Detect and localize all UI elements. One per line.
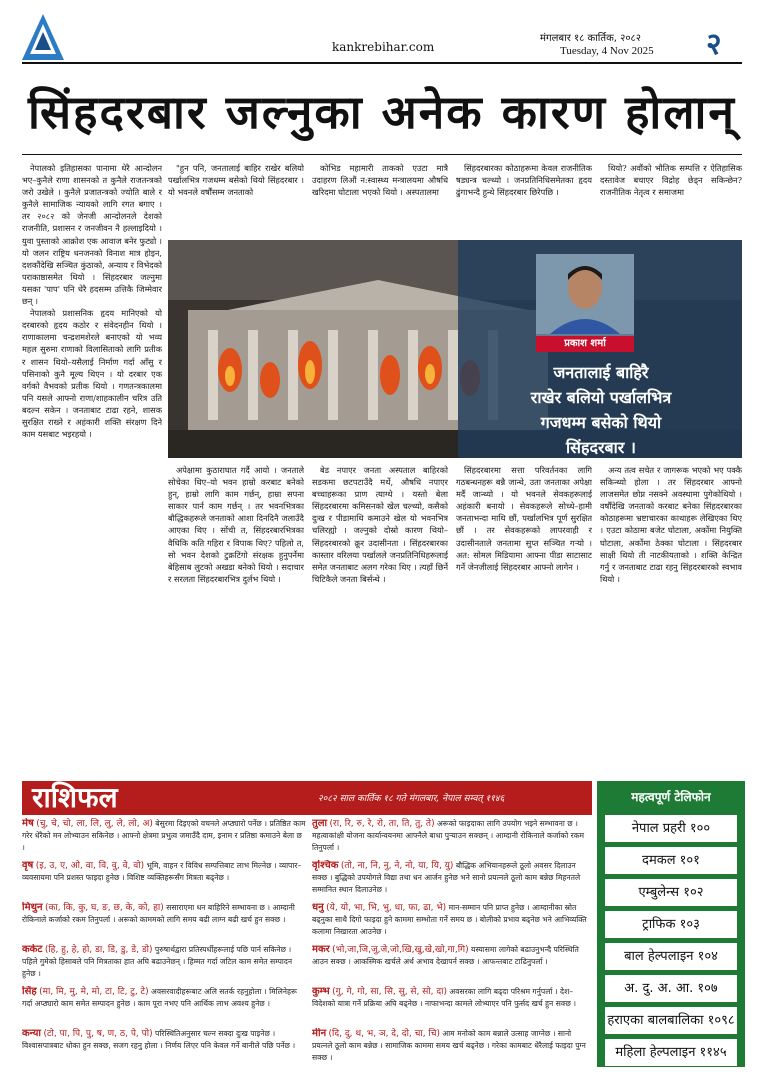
author-name: प्रकाश शर्मा: [536, 336, 634, 352]
sign-syllables: (चु, चे, चो, ला, लि, लु, ले, लो, अ): [36, 819, 153, 829]
article-paragraph: कोभिड महामारी ताकको एउटा मात्रै उदाहरण लिऔं न:स्वास्थ्य मन्त्रालयमा औषधि खरिदमा घोटाला भएको थियो । अस्पतालमा: [312, 163, 448, 198]
sign-syllables: (गु, गे, गो, सा, सि, सु, से, सो, दा): [332, 987, 447, 997]
telephone-item: दमकल १०१: [604, 846, 738, 875]
sign-text: पुरुषार्थद्वारा प्रतिस्पर्धीहरूलाई पछि पार्न सकिनेछ । पहिले गुमेको हिसाबले पनि मित्रताका हात अघि बढाउनेछन् । हिम्मत गर्दा जटिल काम समेत सम्पादन हुनेछ ।: [22, 945, 293, 978]
masthead: [0, 0, 763, 68]
article-column-5-top: [600, 162, 742, 238]
telephone-item: अ. दु. अ. आ. १०७: [604, 974, 738, 1003]
sign-name: वृष: [22, 860, 34, 871]
pull-quote-line: जनतालाई बाहिरै: [553, 363, 649, 382]
sign-vrishchik: [312, 860, 592, 900]
article-column-4-bottom: [456, 464, 592, 776]
pull-quote-line: सिंहदरबार ।: [566, 438, 636, 457]
sign-kumbha: [312, 986, 592, 1026]
kankrebihar-logo-icon: [22, 14, 64, 60]
sign-text: मान-सम्मान पनि प्राप्त हुनेछ । आम्दानीका स्रोत बढ्नुका साथै दिगो फाइदा हुने काममा सम्भोता गर्ने समय छ । बोलीको प्रभाव बढ्नेछ भने आभिव्यक्ति कलामा निखारता आउनेछ ।: [312, 903, 587, 936]
sign-syllables: (इ, उ, ए, ओ, वा, वि, वु, वे, वो): [35, 861, 145, 871]
sign-syllables: (भो,जा,जि,जु,जे,जो,खि,खु,खे,खो,गा,गि): [332, 945, 469, 955]
author-portrait-icon: [536, 254, 634, 334]
article-paragraph: "हुन पनि, जनतालाई बाहिर राखेर बलियो पर्खालभित्र गजधम्म बसेको थियो सिंहदरबार । यो भवनले वर्षौंसम्म जनताको: [168, 163, 304, 198]
telephone-item: ट्राफिक १०३: [604, 910, 738, 939]
article-paragraph: बेड नपाएर जनता अस्पताल बाहिरको सडकमा छटपटाउँदै मर्थे, औषधि नपाएर बच्चाहरूका प्राण त्याग्थे । यस्तो बेला सिंहदरबारमा कमिसनको खेल चल्थ्यो, कसैको दुःख र पीडामाथि कमाउने खेल यो भवनभित्र चलिरह्यो । जल्नुको दोस्रो कारण थियो–सिंहदरबारको क्रूर उदासीनता । सिंहदरबारका कास्तार वरिलया पर्खालले जनप्रतिनिधिहरूलाई समेत जनताबाट अलग गरेका थिए । त्यहाँ छिर्ने चिटिकैले जनता बिर्सन्थे ।: [312, 465, 448, 584]
article-column-2-top: [168, 162, 304, 238]
page-number: २: [706, 27, 722, 62]
sign-name: मकर: [312, 944, 330, 955]
sign-makar: [312, 944, 592, 984]
headline: सिंहदरबार जल्नुका अनेक कारण होलान्: [28, 85, 736, 139]
sign-karkat: [22, 944, 306, 984]
article-column-3-top: [312, 162, 448, 238]
sign-syllables: (टो, पा, पि, पु, ष, ण, ठ, पे, पो): [43, 1029, 153, 1039]
sign-text: बेसुरमा दिइएको वचनले अप्ठ्यारो पर्नेछ । प्रतिष्ठित काम गरेर धेरैको मन लोभ्याउन सकिनेछ । आफ्नो क्षेत्रमा प्रभुत्व जमाउँदै दाम, इनाम र प्रतिष्ठा कमाउने बेला छ ।: [22, 819, 306, 852]
telephone-item: नेपाल प्रहरी १००: [604, 814, 738, 843]
sign-text: अवसरका लागि बढ्दा परिश्रम गर्नुपर्ला । देश–विदेशको यात्रा गर्ने प्रक्रिया अघि बढ्नेछ । नाफाभन्दा कामले लोभ्याएर पनि फुर्सद खर्च हुन सक्छ ।: [312, 987, 577, 1009]
sign-singha: [22, 986, 306, 1026]
sign-meen: [312, 1028, 592, 1068]
sign-dhanu: [312, 902, 592, 942]
headline-rule: [22, 154, 742, 155]
sign-name: मिथुन: [22, 902, 43, 913]
sign-syllables: (का, कि, कु, घ, ङ, छ, के, को, हा): [44, 903, 164, 913]
sign-vrish: [22, 860, 306, 900]
sign-text: परिस्थितिअनुसार चल्न सक्दा दुःख पाइनेछ । विश्वासपात्रबाट धोका हुन सक्छ, सजग रहनु होला । निर्णय लिएर पनि केवल गर्ने बानीले पछि पर्नेछ ।: [22, 1029, 296, 1051]
sign-syllables: (दि, दु, थ, भ, ञ, दे, दो, चा, चि): [328, 1029, 440, 1039]
site-url: kankrebihar.com: [332, 40, 435, 54]
telephone-item: एम्बुलेन्स १०२: [604, 878, 738, 907]
sign-name: तुला: [312, 818, 328, 829]
rashifal-title: राशिफल: [32, 781, 118, 814]
pull-quote-line: राखेर बलियो पर्खालभित्र: [530, 388, 672, 407]
sign-text: भूमि, वाहन र विविध सम्पत्तिबाट लाभ मिल्नेछ । व्यापार–व्यवसायमा पनि प्रशस्त फाइदा हुनेछ । विशिष्ट व्यक्तिहरूसँग मित्रता बढ्नेछ ।: [22, 861, 302, 883]
sign-name: सिंह: [22, 986, 37, 997]
telephone-item: हराएका बालबालिका १०९८: [604, 1006, 738, 1035]
sign-name: कुम्भ: [312, 986, 330, 997]
sign-syllables: (हि, हु, हे, हो, डा, डि, डु, डे, डो): [44, 945, 153, 955]
telephone-item: महिला हेल्पलाइन ११४५: [604, 1038, 738, 1067]
date-nepali: मंगलबार १८ कार्तिक, २०८२: [540, 33, 641, 44]
sign-tula: [312, 818, 592, 858]
telephone-item: बाल हेल्पलाइन १०४: [604, 942, 738, 971]
article-column-2-bottom: [168, 464, 304, 776]
sign-mesh: [22, 818, 306, 858]
pull-quote: [470, 360, 732, 460]
sign-syllables: (ये, यो, भा, भि, भु, धा, फा, ढा, भे): [326, 903, 447, 913]
sign-name: कन्या: [22, 1028, 42, 1039]
pull-quote-line: गजधम्म बसेको थियो: [540, 413, 662, 432]
sign-name: कर्कट: [22, 944, 43, 955]
sign-syllables: (रा, रि, रु, रे, रो, ता, ति, तु, ते): [329, 819, 435, 829]
article-paragraph: थियो? अवौंको भौतिक सम्पत्ति र ऐतिहासिक दस्तावेज बचाएर विद्रोह छेड्न सकिन्छेन? राजनीतिक नेतृत्व र समाजमा: [600, 163, 742, 198]
author-photo: [536, 254, 634, 348]
telephone-title: महत्वपूर्ण टेलिफोन: [631, 790, 711, 804]
sign-syllables: (मा, मि, मु, मे, मो, टा, टि, टु, टे): [39, 987, 149, 997]
sign-text: अरूको फाइदाका लागि उपयोग भइने सम्भावना छ । महत्वाकांक्षी योजना कार्यान्वयनमा आफ्नैले बाधा पुर्‍याउन सक्छन् । आम्दानी रोकिनाले कर्जाको रकम तिनुपर्ला ।: [312, 819, 585, 852]
sign-text: बौद्धिक अभियानहरूले ठूलो अवसर दिलाउन सक्छ । बुद्धिको उपयोगले विद्या तथा धन आर्जन हुनेछ भने सानो प्रयत्नले ठूलो काम बन्नेछ मिहनतले सम्मानित स्थान दिलाउनेछ ।: [312, 861, 581, 894]
sign-text: यस्यासमा लागेको बढाउनुभन्दै परिस्थिति आउन सक्छ । आकस्मिक खर्चले अर्थ अभाव देखापर्न सक्छ । आफन्तबाट टाढिनुपर्ला ।: [312, 945, 579, 967]
sign-name: मेष: [22, 818, 34, 829]
article-paragraph: अन्य तत्व सचेत र जागरूक भएको भए पक्कै सकिन्थ्यो होला । तर सिंहदरबार आफ्नो लाजसमेत छोप्न नसक्ने अवस्थामा पुगेकोथियो । वर्षौंदेखि जनताको करबाट बनेका सिंहदरबारका कोठाहरूमा भ्रष्टाचारका काथाहरू लेखिएका थिए । एउटा कोठामा बजेट घोटाला, अर्कोमा नियुक्ति घोटाला, अर्कोमा ठेक्का घोटाला । सिंहदरबार साक्षी थियो ती नाटकीयताको । शक्ति केन्द्रित गर्नु र जनताबाट टाढा रहनु सिंहदरबारको स्वभाव थियो ।: [600, 465, 742, 584]
article-column-5-bottom: [600, 464, 742, 776]
article-paragraph: सिंहदरबारका कोठाहरूमा केवल राजनीतिक षड्यन्त्र चल्थ्यो । जनप्रतिनिधिसमेतका हृदय ढुंगाभन्दै हुन्थे सिंहदरबार छिरेपछि ।: [456, 163, 592, 198]
article-paragraph: सिंहदरबारमा सत्ता परिवर्तनका लागि गठबन्धनहरू बन्नै जान्थे, उता जनताका अपेक्षा मर्दै जान्थ्यो । यो भवनले सेवकहरूलाई अहंकारी बनायो । सेवकहरूले सोच्थे–हामी जनताभन्दा माथि छौं, पर्खालभित्र पूर्ण सुरक्षित छौं । तर सेवकहरूको लापरवाही र उदासीनताले जनतामा सुप्त सञ्चित गर्‍यो । अत: सोमल मिडियामा आफ्ना पीडा साटासाट गर्ने जेनजीलाई सिंहदरबार आफ्नो लागेन ।: [456, 465, 592, 572]
sign-text: ससाराएमा धन बाहिरिने सम्भावना छ । आम्दानी रोकिनाले कर्जाको रकम तिनुपर्ला । अरूको काममको लागि समय बढी लाग्न बढी खर्च हुन सक्छ ।: [22, 903, 295, 925]
sign-text: अवसरवादीहरूबाट अलि सतर्क रहनुहोला । मिलिनेहरू गर्दा अप्ठ्यारो काम समेत सम्पादन हुनेछ । काम पूरा नभए पनि आर्थिक लाभ अवश्य हुनेछ ।: [22, 987, 297, 1009]
sign-mithun: [22, 902, 306, 942]
date-english: Tuesday, 4 Nov 2025: [560, 45, 654, 57]
sign-name: मीन: [312, 1028, 327, 1039]
sign-name: वृश्चिक: [312, 860, 339, 871]
sign-kanya: [22, 1028, 306, 1068]
article-paragraph: अपेक्षामा कुठाराघात गर्दै आयो । जनताले सोचेका थिए–यो भवन हाम्रो करबाट बनेको हुन्, हाम्रो लागि काम गर्छन्, हाम्रा सपना साकार पार्न काम गर्छन् । तर भवनभित्रका बौद्धिकहरूले जनताको आशा दिनदिनै जलाउँदै आएका थिए । सोंची त, सिंहदरबारभित्रका वैधिकि कति गहिरा र विपाक थिए? पहिलो त, सो भवन देशको टुक्रटिंगो संरक्षक हुनुपर्नेमा बेहिसाब लुटको अखडा बनेको थियो । सदाचार र सरलता सिंहदरबारभित्र दुर्लभ थियो ।: [168, 465, 304, 584]
article-column-4-top: [456, 162, 592, 238]
header-rule: [22, 62, 742, 64]
article-paragraph: नेपालको इतिहासका पानामा धेरै आन्दोलन भए–कुनैले राणा शासनको त कुनैले राजतन्त्रको जरो उखेले । कुनैले प्रजातन्त्रको ज्योति बाले र कुनैले सामाजिक न्यायको लागि रगत बगाए । तर २०८२ को जेनजी आन्दोलनले देशको राजनीति, प्रशासन र जनजीवन नै हल्लाइदियो । युवा पुस्ताको आक्रोश एक आवाज बनेर फुट्यो । यो जलन राष्ट्रिय धनजनको विनाश मात्र होइन, दशकौंदेखि सञ्चित कुंठाको, अन्याय र विभेदको पराकाष्ठासमेत थियो । सिंहदरबार जल्नुमा यसका 'पाप' पनि धेरै हदसम्म उत्तिकै जिम्मेवार छन् ।: [22, 163, 162, 307]
article-column-3-bottom: [312, 464, 448, 776]
rashifal-date: २०८२ साल कार्तिक १८ गते मंगलबार, नेपाल सम्वत् ११४६: [318, 794, 505, 804]
article-column-1: [22, 162, 162, 776]
article-paragraph: नेपालको प्रशासनिक हृदय मानिएको यो दरबारको हृदय कठोर र संवेदनहीन थियो । राणाकालमा चन्द्रशमशेरले बनाएको यो भव्य महल सुरुमा राणाको विलासिताको लागि प्रतीक र शासन थियो–यसैलाई निर्माण गर्दा आँसु र पसिनाको कुनै मूल्य थिएन । यो दरबार एक वर्गको वैभवको प्रतीक थियो । गणतन्त्रकालमा पनि यसले आफ्नो राणा/शाहकालीन चरित्र उति बदल्न सकेन । जनताबाट टाढा रहने, शासक सुरक्षित राख्ने र अहंकारी शक्ति संरक्षण दिने काम यसबाट भइरहयो ।: [22, 308, 162, 440]
sign-syllables: (तो, ना, नि, नु, ने, नो, या, यि, यु): [340, 861, 454, 871]
sign-text: आम मनोको काम बन्नाले उत्साह जाग्नेछ । सानो प्रयत्नले ठूलो काम बन्नेछ । सामाजिक काममा समय खर्च बढ्नेछ । गरेका कामबाट धेरैलाई फाइदा पुग्न सक्छ ।: [312, 1029, 586, 1062]
sign-name: धनु: [312, 902, 324, 913]
